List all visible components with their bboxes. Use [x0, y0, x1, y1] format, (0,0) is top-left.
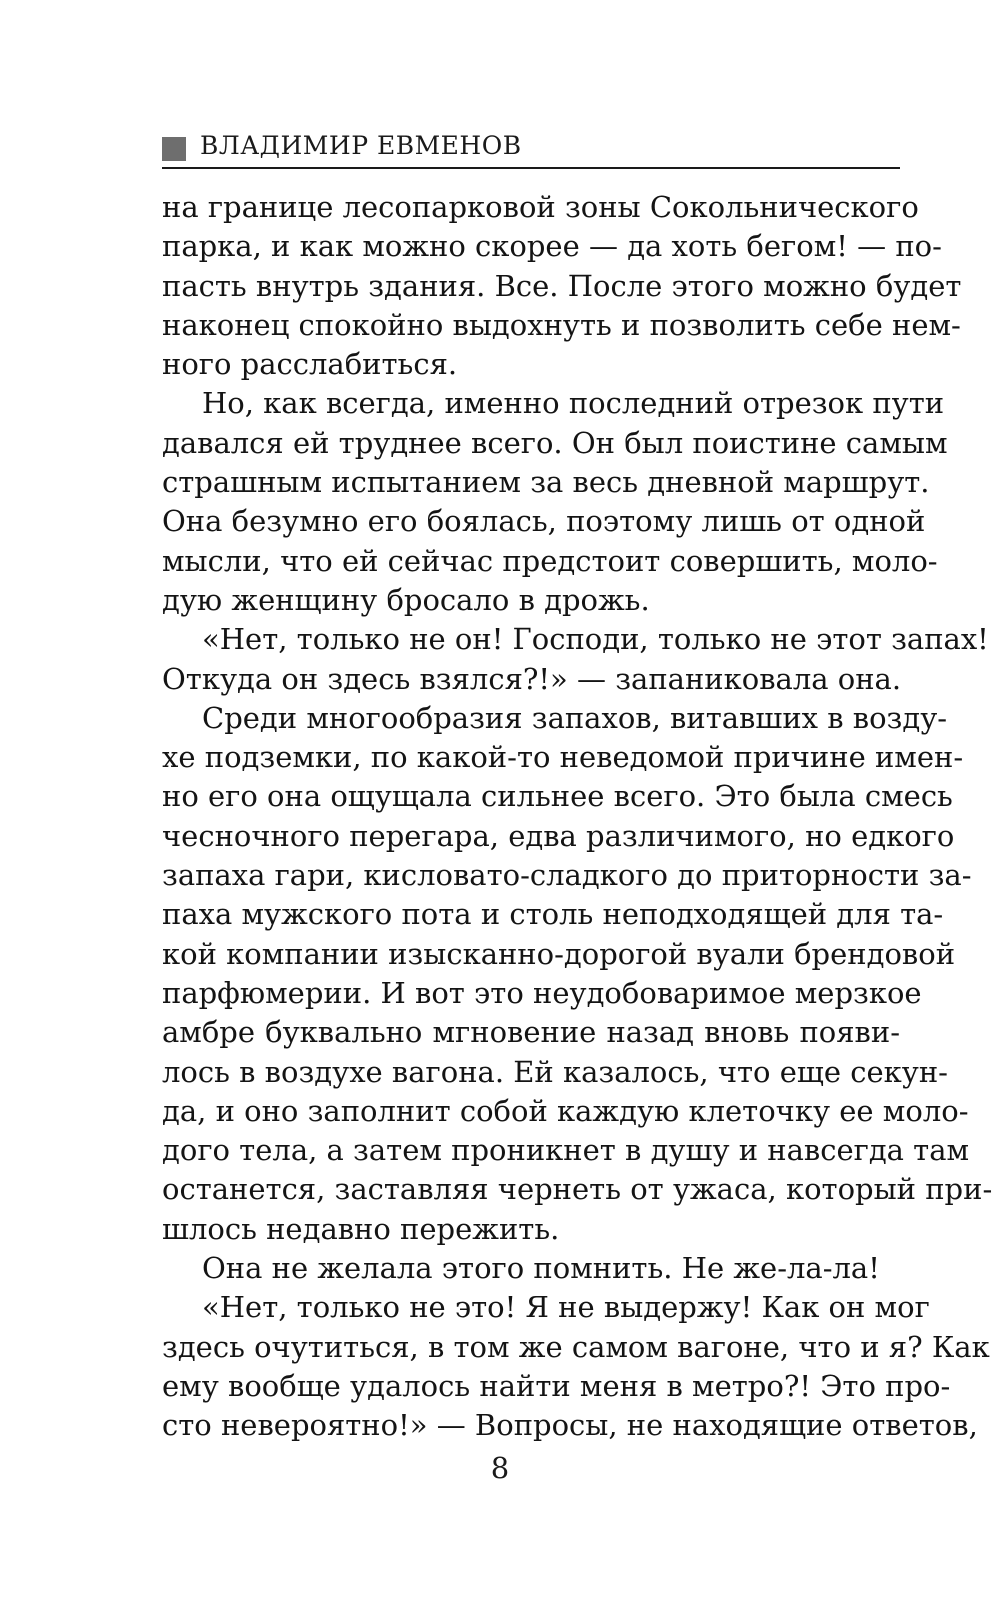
paragraph	[162, 699, 993, 1249]
text-line: хе подземки, по какой-то неведомой причине имен-	[162, 740, 964, 775]
paragraph	[162, 620, 989, 699]
running-header	[162, 125, 900, 171]
text-line: мысли, что ей сейчас предстоит совершить, моло-	[162, 543, 938, 578]
text-line: «Нет, только не он! Господи, только не этот запах!	[202, 622, 989, 657]
paragraph	[162, 188, 962, 384]
text-line: на границе лесопарковой зоны Сокольнического	[162, 190, 919, 224]
text-line: да, и оно заполнит собой каждую клеточку ее моло-	[162, 1093, 969, 1128]
text-line: дого тела, а затем проникнет в душу и навсегда там	[162, 1133, 970, 1168]
text-line: запаха гари, кисловато-сладкого до приторности за-	[162, 858, 972, 893]
page-number: 8	[490, 1451, 510, 1485]
header-rule	[162, 167, 900, 169]
paragraph	[162, 384, 948, 620]
body-text	[162, 188, 993, 1446]
text-line: паха мужского пота и столь неподходящей для та-	[162, 897, 944, 932]
text-line: кой компании изысканно-дорогой вуали брендовой	[162, 936, 956, 971]
header-author-name: ВЛАДИМИР ЕВМЕНОВ	[200, 131, 522, 160]
text-line: шлось недавно пережить.	[162, 1211, 560, 1246]
paragraph	[162, 1249, 900, 1288]
text-line: но его она ощущала сильнее всего. Это была смесь	[162, 779, 953, 814]
text-line: давался ей труднее всего. Он был поистине самым	[162, 425, 948, 460]
paragraph	[162, 1288, 990, 1445]
text-line: «Нет, только не это! Я не выдержу! Как он мог	[202, 1290, 930, 1325]
text-line: парфюмерии. И вот это неудобоваримое мерзкое	[162, 975, 922, 1010]
header-square-marker	[162, 137, 186, 161]
text-line: ему вообще удалось найти меня в метро?! Это про-	[162, 1368, 951, 1403]
text-line: лось в воздухе вагона. Ей казалось, что еще секун-	[162, 1054, 948, 1089]
text-line: Она не желала этого помнить. Не же-ла-ла!	[202, 1251, 880, 1286]
text-line: здесь очутиться, в том же самом вагоне, что и я? Как	[162, 1329, 990, 1364]
text-line: Среди многообразия запахов, витавших в возду-	[202, 700, 948, 735]
text-line: парка, и как можно скорее — да хоть бегом! — по-	[162, 229, 942, 264]
text-line: дую женщину бросало в дрожь.	[162, 582, 650, 617]
text-line: чесночного перегара, едва различимого, но едкого	[162, 818, 955, 853]
text-line: Она безумно его боялась, поэтому лишь от одной	[162, 504, 926, 539]
text-line: Откуда он здесь взялся?!» — запаниковала она.	[162, 661, 902, 696]
text-line: ного расслабиться.	[162, 347, 458, 382]
text-line: наконец спокойно выдохнуть и позволить себе нем-	[162, 307, 961, 342]
text-line: останется, заставляя чернеть от ужаса, который при-	[162, 1172, 993, 1207]
text-line: амбре буквально мгновение назад вновь появи-	[162, 1015, 900, 1050]
text-line: пасть внутрь здания. Все. После этого можно будет	[162, 268, 962, 303]
text-line: сто невероятно!» — Вопросы, не находящие ответов,	[162, 1408, 978, 1443]
text-line: страшным испытанием за весь дневной маршрут.	[162, 465, 930, 500]
text-line: Но, как всегда, именно последний отрезок пути	[202, 386, 945, 421]
